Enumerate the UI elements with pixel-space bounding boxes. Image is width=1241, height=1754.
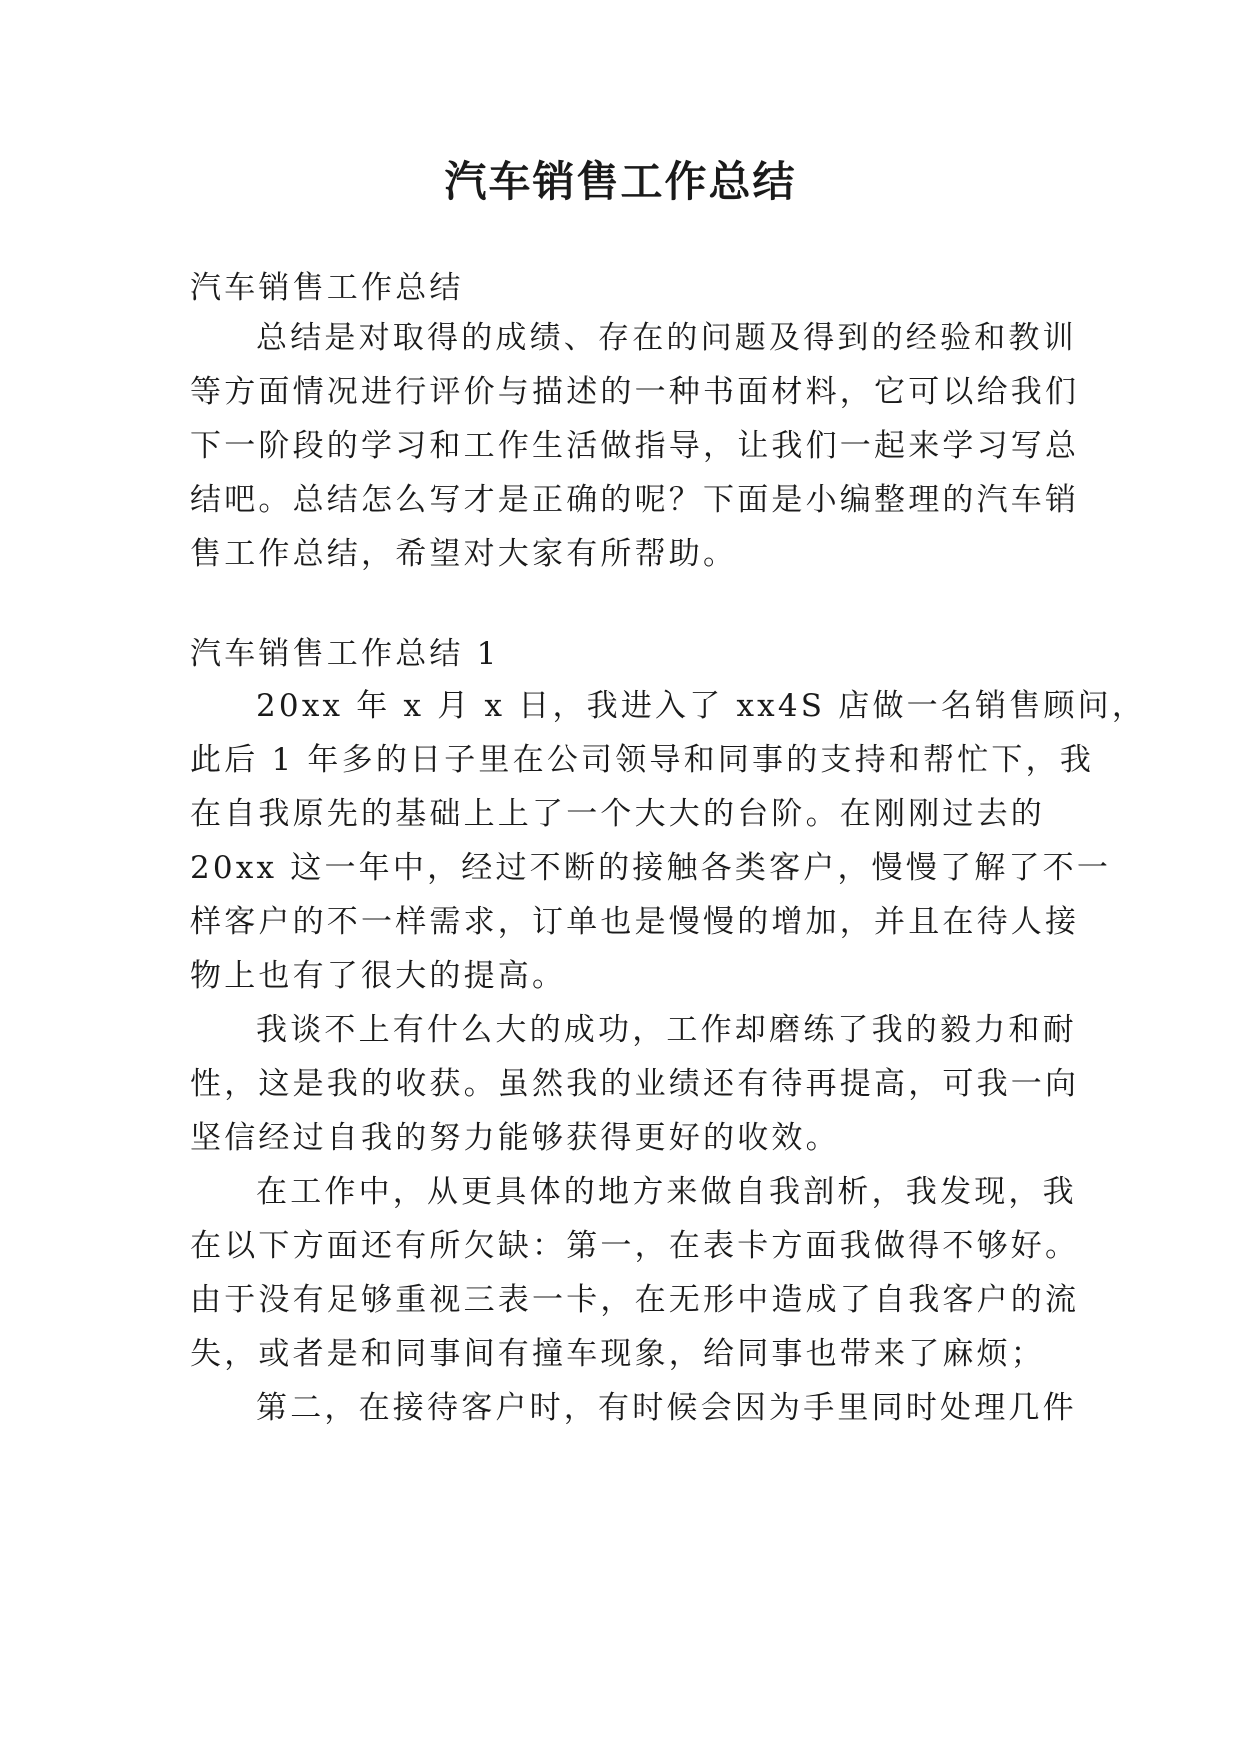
paragraph-line: 我谈不上有什么大的成功，工作却磨练了我的毅力和耐 xyxy=(256,1012,1077,1048)
paragraph-line: 结吧。总结怎么写才是正确的呢？下面是小编整理的汽车销 xyxy=(190,482,1080,518)
paragraph-line: 此后 1 年多的日子里在公司领导和同事的支持和帮忙下，我 xyxy=(190,742,1095,778)
section-heading: 汽车销售工作总结 1 xyxy=(190,636,500,672)
paragraph-line: 在以下方面还有所欠缺：第一，在表卡方面我做得不够好。 xyxy=(190,1228,1080,1264)
paragraph-line: 在工作中，从更具体的地方来做自我剖析，我发现，我 xyxy=(256,1174,1077,1210)
paragraph-line: 坚信经过自我的努力能够获得更好的收效。 xyxy=(190,1120,840,1156)
subtitle-line: 汽车销售工作总结 xyxy=(190,270,464,306)
paragraph-line: 下一阶段的学习和工作生活做指导，让我们一起来学习写总 xyxy=(190,428,1080,464)
paragraph-line: 总结是对取得的成绩、存在的问题及得到的经验和教训 xyxy=(256,320,1077,356)
paragraph-line: 失，或者是和同事间有撞车现象，给同事也带来了麻烦； xyxy=(190,1336,1045,1372)
paragraph-line: 在自我原先的基础上上了一个大大的台阶。在刚刚过去的 xyxy=(190,796,1045,832)
paragraph-line: 20xx 这一年中，经过不断的接触各类客户，慢慢了解了不一 xyxy=(190,850,1112,886)
paragraph-line: 性，这是我的收获。虽然我的业绩还有待再提高，可我一向 xyxy=(190,1066,1080,1102)
document-title: 汽车销售工作总结 xyxy=(444,157,797,206)
paragraph-line: 样客户的不一样需求，订单也是慢慢的增加，并且在待人接 xyxy=(190,904,1080,940)
paragraph-line: 由于没有足够重视三表一卡，在无形中造成了自我客户的流 xyxy=(190,1282,1080,1318)
paragraph-line: 售工作总结，希望对大家有所帮助。 xyxy=(190,536,738,572)
paragraph-line: 20xx 年 x 月 x 日，我进入了 xx4S 店做一名销售顾问， xyxy=(256,688,1147,724)
paragraph-line: 等方面情况进行评价与描述的一种书面材料，它可以给我们 xyxy=(190,374,1080,410)
paragraph-line: 第二，在接待客户时，有时候会因为手里同时处理几件 xyxy=(256,1390,1077,1426)
paragraph-line: 物上也有了很大的提高。 xyxy=(190,958,567,994)
